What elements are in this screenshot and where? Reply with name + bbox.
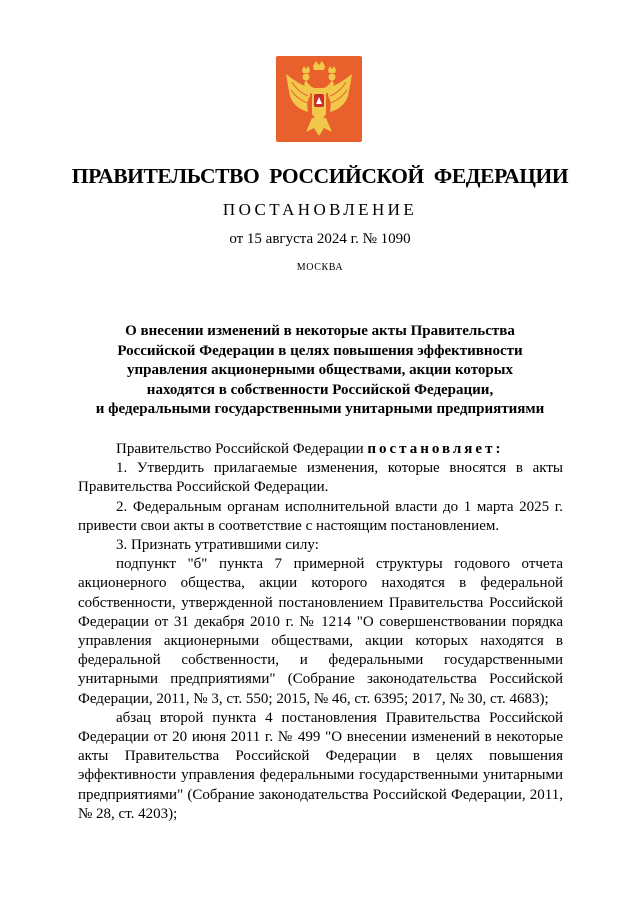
- intro-paragraph: [78, 440, 563, 459]
- decree-body: [78, 440, 563, 824]
- title-line: управления акционерными обществами, акции которых: [127, 362, 513, 378]
- title-line: О внесении изменений в некоторые акты Правительства: [125, 323, 515, 339]
- government-name: ПРАВИТЕЛЬСТВО РОССИЙСКОЙ ФЕДЕРАЦИИ: [71, 164, 569, 188]
- document-type: ПОСТАНОВЛЕНИЕ: [222, 200, 418, 219]
- coat-of-arms-icon: [276, 56, 362, 142]
- decree-date-number: от 15 августа 2024 г. № 1090: [229, 231, 411, 247]
- clause-1: 1. Утвердить прилагаемые изменения, которые вносятся в акты Правительства Российской Федерации.: [78, 460, 563, 496]
- clause-3: 3. Признать утратившими силу:: [116, 537, 319, 554]
- clause-3-item-2: абзац второй пункта 4 постановления Правительства Российской Федерации от 20 июня 2011 г. № 499 "О внесении изменений в некоторые акты Правительства Российской Федерации в целях повышения эффективности управления федеральными государственными унитарными предприятиями" (Собрание законодательства Российской Федерации, 2011, № 28, ст. 4203);: [78, 709, 563, 822]
- clause-3-item-1: подпункт "б" пункта 7 примерной структуры годового отчета акционерного общества, акции которого находятся в федеральной собственности, утвержденной постановлением Правительства Российской Федерации от 31 декабря 2010 г. № 1214 "О совершенствовании порядка управления акционерными обществами, акции которых находятся в федеральной собственности, и федеральными государственными унитарными предприятиями" (Собрание законодательства Российской Федерации, 2011, № 3, ст. 550; 2015, № 46, ст. 6395; 2017, № 30, ст. 4683);: [78, 556, 563, 707]
- title-line: и федеральными государственными унитарными предприятиями: [95, 401, 545, 417]
- decree-city: МОСКВА: [296, 262, 344, 273]
- intro-text: Правительство Российской Федерации: [116, 441, 364, 457]
- decree-verb: постановляет:: [367, 441, 504, 457]
- decree-title: [70, 322, 570, 420]
- title-line: Российской Федерации в целях повышения эффективности: [117, 342, 523, 359]
- title-line: находятся в собственности Российской Федерации,: [146, 381, 494, 398]
- clause-2: 2. Федеральным органам исполнительной власти до 1 марта 2025 г. привести свои акты в соответствие с настоящим постановлением.: [78, 498, 563, 534]
